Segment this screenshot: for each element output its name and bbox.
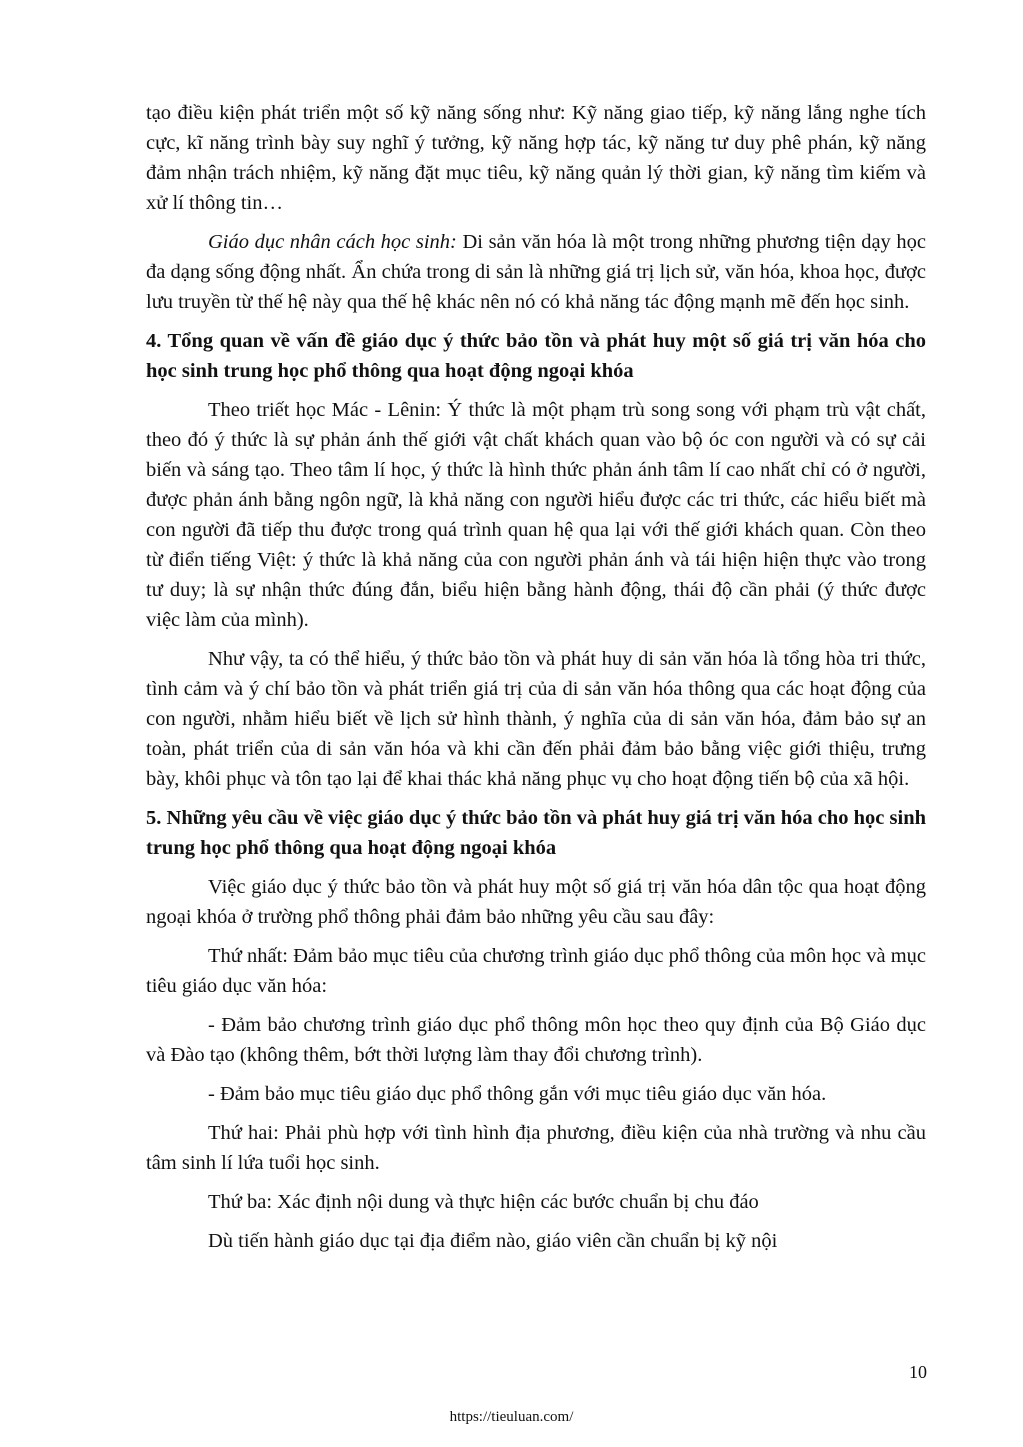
paragraph-life-skills: tạo điều kiện phát triển một số kỹ năng sống như: Kỹ năng giao tiếp, kỹ năng lắng nghe tích cực, kĩ năng trình bày suy nghĩ ý tưởng, kỹ năng hợp tác, kỹ năng tư duy phê phán, kỹ năng đảm nhận trách nhiệm, kỹ năng đặt mục tiêu, kỹ năng quản lý thời gian, kỹ năng tìm kiếm và xử lí thông tin… [146,102,926,214]
paragraph-requirement-1-item-b: - Đảm bảo mục tiêu giáo dục phổ thông gắn với mục tiêu giáo dục văn hóa. [208,1083,827,1105]
section-heading-5: 5. Những yêu cầu về việc giáo dục ý thức bảo tồn và phát huy giá trị văn hóa cho học sinh trung học phổ thông qua hoạt động ngoại khóa [146,807,926,859]
paragraph-requirement-2: Thứ hai: Phải phù hợp với tình hình địa phương, điều kiện của nhà trường và nhu cầu tâm sinh lí lứa tuổi học sinh. [146,1122,926,1174]
paragraph-lead-italic: Giáo dục nhân cách học sinh: [208,231,457,253]
page-number: 10 [909,1362,927,1382]
paragraph-character-education [146,227,926,317]
paragraph-requirements-intro: Việc giáo dục ý thức bảo tồn và phát huy một số giá trị văn hóa dân tộc qua hoạt động ngoại khóa ở trường phổ thông phải đảm bảo những yêu cầu sau đây: [146,876,926,928]
paragraph-character-education-text: Di sản văn hóa là một trong những phương tiện dạy học đa dạng sống động nhất. Ẩn chứa trong di sản là những giá trị lịch sử, văn hóa, khoa học, được lưu truyền từ thế hệ này qua thế hệ khác nên nó có khả năng tác động mạnh mẽ đến học sinh. [146,231,926,313]
paragraph-requirement-1-item-a: - Đảm bảo chương trình giáo dục phổ thông môn học theo quy định của Bộ Giáo dục và Đào tạo (không thêm, bớt thời lượng làm thay đổi chương trình). [146,1014,926,1066]
paragraph-heritage-awareness: Như vậy, ta có thể hiểu, ý thức bảo tồn và phát huy di sản văn hóa là tổng hòa tri thức, tình cảm và ý chí bảo tồn và phát triển giá trị của di sản văn hóa thông qua các hoạt động của con người, nhằm hiểu biết về lịch sử hình thành, ý nghĩa của di sản văn hóa, đảm bảo sự an toàn, phát triển của di sản văn hóa và khi cần đến phải đảm bảo bằng việc giới thiệu, trưng bày, khôi phục và tôn tạo lại để khai thác khả năng phục vụ cho hoạt động tiến bộ của xã hội. [146,648,926,790]
footer-url[interactable]: https://tieuluan.com/ [449,1409,574,1425]
paragraph-requirement-1: Thứ nhất: Đảm bảo mục tiêu của chương trình giáo dục phổ thông của môn học và mục tiêu giáo dục văn hóa: [146,945,926,997]
paragraph-requirement-3: Thứ ba: Xác định nội dung và thực hiện các bước chuẩn bị chu đáo [208,1191,759,1213]
paragraph-preparation: Dù tiến hành giáo dục tại địa điểm nào, giáo viên cần chuẩn bị kỹ nội [208,1230,778,1252]
page-body [146,98,926,1265]
section-heading-4: 4. Tổng quan về vấn đề giáo dục ý thức bảo tồn và phát huy một số giá trị văn hóa cho học sinh trung học phổ thông qua hoạt động ngoại khóa [146,330,926,382]
paragraph-consciousness-definition: Theo triết học Mác - Lênin: Ý thức là một phạm trù song song với phạm trù vật chất, theo đó ý thức là sự phản ánh thế giới vật chất khách quan vào bộ óc con người và có sự cải biến và sáng tạo. Theo tâm lí học, ý thức là hình thức phản ánh tâm lí cao nhất chỉ có ở người, được phản ánh bằng ngôn ngữ, là khả năng con người hiểu được các tri thức, các hiểu biết mà con người đã tiếp thu được trong quá trình quan hệ qua lại với thế giới khách quan. Còn theo từ điển tiếng Việt: ý thức là khả năng của con người phản ánh và tái hiện hiện thực vào trong tư duy; là sự nhận thức đúng đắn, biểu hiện bằng hành động, thái độ cần phải (ý thức được việc làm của mình). [146,399,926,631]
